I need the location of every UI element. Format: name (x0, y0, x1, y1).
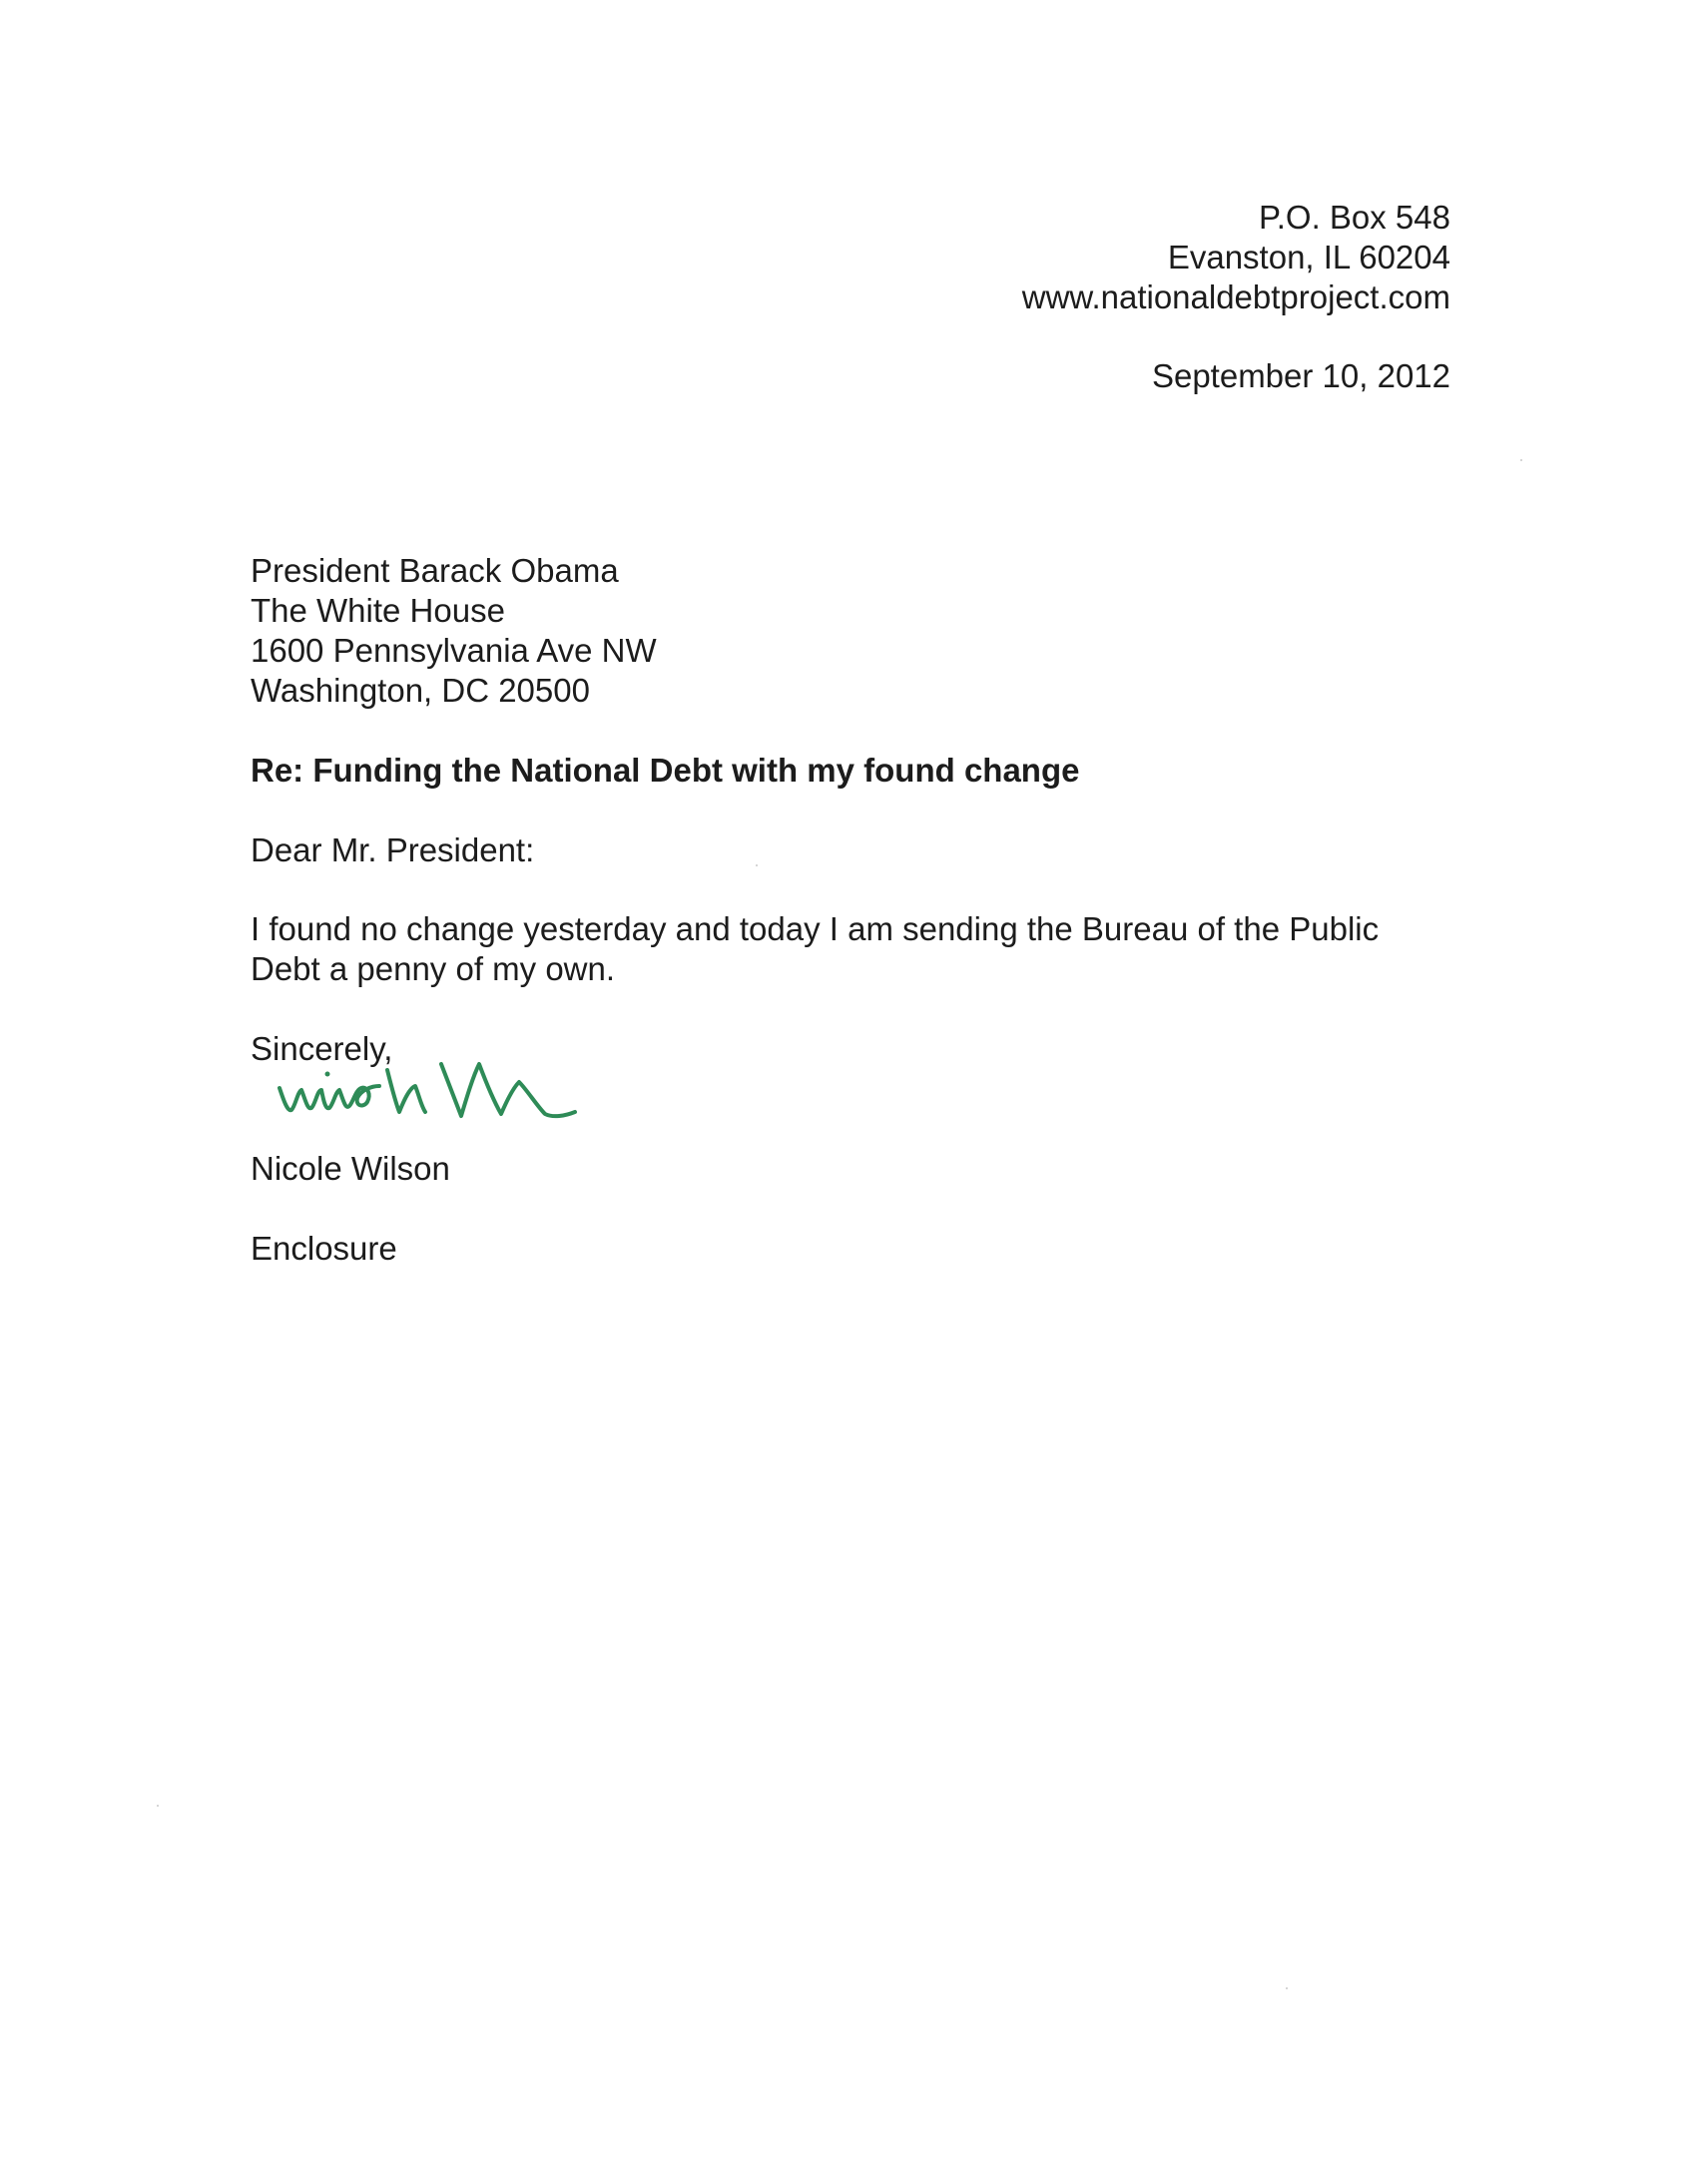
subject-line: Re: Funding the National Debt with my found change (251, 752, 1080, 789)
scan-speck (756, 864, 758, 866)
closing: Sincerely, (251, 1030, 393, 1067)
body-line: Debt a penny of my own. (251, 950, 616, 987)
scan-speck (157, 1805, 159, 1807)
sender-city-line: Evanston, IL 60204 (1167, 239, 1450, 275)
scan-speck (1520, 459, 1522, 461)
enclosure-note: Enclosure (251, 1230, 397, 1267)
letter-date: September 10, 2012 (1151, 357, 1450, 394)
recipient-org: The White House (251, 592, 505, 629)
recipient-name: President Barack Obama (251, 552, 619, 589)
scan-speck (1286, 1987, 1288, 1989)
signer-name: Nicole Wilson (251, 1150, 450, 1187)
handwritten-signature (276, 1060, 605, 1160)
sender-website: www.nationaldebtproject.com (1021, 278, 1450, 315)
salutation: Dear Mr. President: (251, 831, 535, 868)
recipient-city-line: Washington, DC 20500 (251, 672, 590, 709)
recipient-street: 1600 Pennsylvania Ave NW (251, 632, 657, 669)
body-line: I found no change yesterday and today I am sending the Bureau of the Public (251, 910, 1380, 947)
sender-po-box: P.O. Box 548 (1258, 199, 1450, 236)
